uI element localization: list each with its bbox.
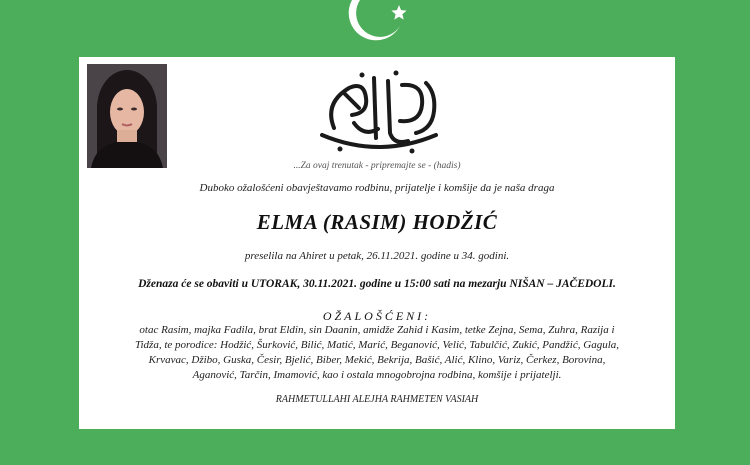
funeral-details: Dženaza će se obaviti u UTORAK, 30.11.2021. godine u 15:00 sati na mezarju NIŠAN – JAČEDOLI. [138,278,616,290]
mourners-line: Aganović, Tarčin, Imamović, kao i ostala mnogobrojna rodbina, komšije i prijatelji. [192,369,562,381]
arabic-calligraphy-icon [304,63,454,163]
portrait-photo [87,64,167,168]
crescent-star-icon [338,0,418,52]
obituary-card [79,57,675,429]
mourners-list [99,323,655,383]
death-date-text: preselila na Ahiret u petak, 26.11.2021. godine u 34. godini. [244,250,510,262]
intro-text: Duboko ožalošćeni obavještavamo rodbinu, prijatelje i komšije da je naša draga [199,182,555,194]
mourners-heading: OŽALOŠĆENI: [322,309,432,323]
closing-prayer: RAHMETULLAHI ALEJHA RAHMETEN VASIAH [275,394,479,405]
mourners-line: Krvavac, Džibo, Guska, Česir, Bjelić, Biber, Mekić, Bekrija, Bašić, Alić, Klino, Variz, Čerkez, Borovina, [148,354,606,366]
mourners-line: otac Rasim, majka Fadila, brat Eldin, sin Daanin, amidže Zahid i Kasim, tetke Zejna, Sema, Zuhra, Razija i [139,324,615,336]
mourners-line: Tidža, te porodice: Hodžić, Šurković, Bilić, Matić, Marić, Beganović, Velić, Tabulčić, Zukić, Pandžić, Gagula, [134,339,619,351]
hadith-quote: ...Za ovaj trenutak - pripremajte se - (hadis) [293,161,461,171]
deceased-name: ELMA (RASIM) HODŽIĆ [256,210,498,234]
